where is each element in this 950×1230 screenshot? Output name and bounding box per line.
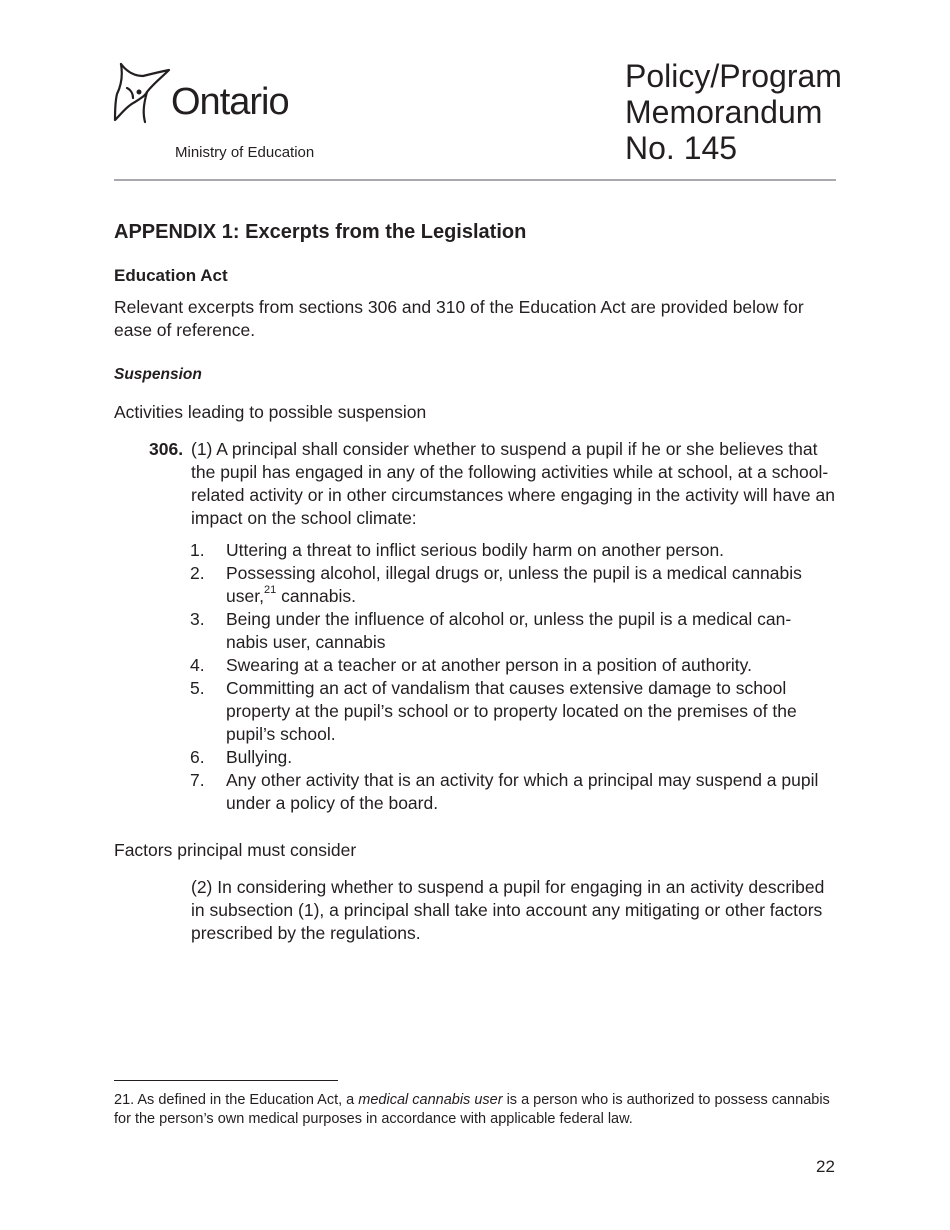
memo-title-line: Memorandum	[625, 94, 823, 130]
intro-paragraph: Relevant excerpts from sections 306 and 310 of the Education Act are provided below for ease of reference.	[114, 297, 804, 340]
footnote-prefix: 21. As defined in the Education Act, a	[114, 1092, 359, 1108]
subsection-2-text: (2) In considering whether to suspend a pupil for engaging in an activity described in subsection (1), a principal shall take into account any mitigating or other factors prescribed by the regulations.	[191, 877, 825, 943]
footnote-divider	[114, 1080, 338, 1081]
ministry-name: Ministry of Education	[175, 144, 315, 161]
ontario-logo	[113, 62, 303, 126]
list-item	[190, 769, 840, 815]
list-item-number: 1.	[190, 540, 205, 560]
list-item-number: 4.	[190, 655, 205, 675]
logo-wordmark: Ontario	[171, 81, 289, 123]
factors-heading: Factors principal must consider	[114, 840, 357, 860]
list-item	[190, 654, 840, 677]
list-item-text: Uttering a threat to inflict serious bodily harm on another person.	[226, 540, 725, 560]
list-item-text: Possessing alcohol, illegal drugs or, unless the pupil is a medical cannabis user,	[226, 563, 802, 606]
list-item	[190, 608, 840, 654]
list-item-text: Being under the influence of alcohol or, unless the pupil is a medical can-	[226, 609, 792, 629]
header-divider	[114, 179, 836, 181]
list-item-text: Swearing at a teacher or at another person in a position of authority.	[226, 655, 752, 675]
list-item-text: nabis user, cannabis	[226, 632, 386, 652]
footnote-reference[interactable]: 21	[263, 584, 277, 597]
list-item-text: Any other activity that is an activity for which a principal may suspend a pupil under a policy of the board.	[226, 770, 819, 813]
list-item-number: 3.	[190, 609, 205, 629]
list-item-number: 5.	[190, 678, 205, 698]
list-item	[190, 562, 840, 608]
list-item-number: 7.	[190, 770, 205, 790]
list-item-text: Bullying.	[226, 747, 293, 767]
footnote-suffix: is a person who is authorized to possess cannabis for the person’s own medical purposes in accordance with applicable federal law.	[114, 1092, 830, 1127]
activities-list	[190, 539, 840, 815]
trillium-icon	[113, 62, 173, 126]
list-item	[190, 539, 840, 562]
page-number: 22	[816, 1157, 835, 1176]
section-number: 306.	[149, 439, 184, 459]
list-item-text: Committing an act of vandalism that causes extensive damage to school property at the pupil’s school or to property located on the premises of the pupil’s school.	[226, 678, 797, 744]
section-text: (1) A principal shall consider whether to suspend a pupil if he or she believes that the pupil has engaged in any of the following activities while at school, at a school-related activity or in other circumstances where engaging in the activity will have an impact on the school climate:	[191, 439, 835, 528]
list-item	[190, 746, 840, 769]
list-item	[190, 677, 840, 746]
footnote-term: medical cannabis user	[358, 1092, 503, 1108]
list-item-number: 2.	[190, 563, 205, 583]
appendix-title: APPENDIX 1: Excerpts from the Legislation	[114, 221, 527, 243]
subsection-title: Suspension	[114, 366, 202, 383]
list-item-number: 6.	[190, 747, 205, 767]
memo-title	[625, 58, 842, 166]
memo-title-line: Policy/Program	[625, 58, 842, 94]
list-item-text: cannabis.	[276, 586, 356, 606]
act-title: Education Act	[114, 266, 228, 285]
memo-title-line: No. 145	[625, 130, 738, 166]
footnote	[114, 1091, 836, 1129]
activities-heading: Activities leading to possible suspension	[114, 402, 427, 422]
